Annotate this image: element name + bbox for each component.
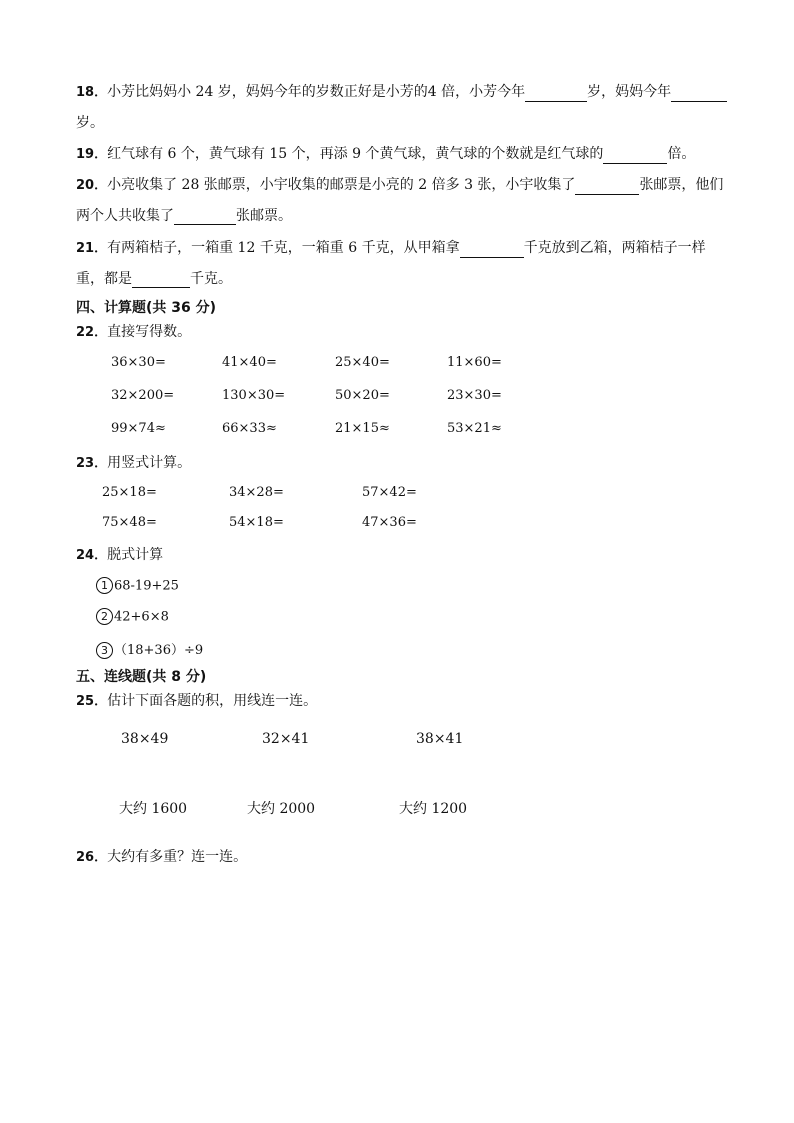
estimate-option[interactable]: 大约 1600	[119, 801, 188, 817]
calc-item: 34×28=	[229, 485, 284, 500]
question-text: 岁，妈妈今年	[587, 84, 672, 100]
section-heading-calculation: 四、计算题(共 36 分)	[76, 300, 217, 316]
question-text: 小亮收集了 28 张邮票，小宇收集的邮票是小亮的 2 倍多 3 张，小宇收集了	[107, 177, 576, 193]
answer-blank[interactable]	[132, 273, 190, 288]
question-number: 24．	[76, 548, 108, 563]
calc-item: 23×30=	[447, 388, 502, 403]
question-text: 千克。	[190, 271, 232, 287]
answer-blank[interactable]	[603, 149, 667, 164]
calc-item: 99×74≈	[111, 421, 166, 436]
question-21-line-1	[76, 239, 706, 258]
question-text: 张邮票，他们	[639, 177, 724, 193]
expression: （18+36）÷9	[114, 643, 204, 658]
calc-item: 32×200=	[111, 388, 175, 403]
circled-number-icon: 1	[96, 577, 113, 594]
question-number: 23．	[76, 456, 108, 471]
calc-item: 66×33≈	[222, 421, 277, 436]
answer-blank[interactable]	[174, 210, 236, 225]
question-text: 两个人共收集了	[76, 208, 174, 224]
question-number: 26．	[76, 850, 108, 865]
question-18-line-1	[76, 83, 727, 102]
product-expression[interactable]: 38×49	[121, 731, 169, 747]
question-number: 22．	[76, 325, 108, 340]
expression: 68-19+25	[114, 578, 179, 594]
calc-item: 53×21≈	[447, 421, 502, 436]
answer-blank[interactable]	[525, 87, 587, 102]
question-21-line-2	[76, 270, 232, 288]
question-22-title	[76, 323, 191, 342]
question-text: 倍。	[667, 146, 696, 162]
question-text: 脱式计算	[107, 547, 164, 563]
question-20-line-1	[76, 176, 723, 195]
question-text: 直接写得数。	[107, 324, 192, 340]
step-calc-item-1	[96, 577, 179, 594]
expression: 42+6×8	[114, 609, 169, 625]
question-number: 18．	[76, 85, 108, 100]
calc-item: 54×18=	[229, 515, 284, 530]
question-25-title	[76, 692, 317, 711]
answer-blank[interactable]	[671, 87, 727, 102]
calc-item: 75×48=	[102, 515, 157, 530]
question-18-line-2	[76, 114, 104, 132]
question-text: 重，都是	[76, 271, 132, 287]
section-heading-matching: 五、连线题(共 8 分)	[76, 669, 207, 685]
question-text: 估计下面各题的积，用线连一连。	[107, 693, 318, 709]
calc-item: 36×30=	[111, 355, 166, 370]
estimate-option[interactable]: 大约 2000	[247, 801, 316, 817]
question-number: 21．	[76, 241, 108, 256]
question-text: 张邮票。	[236, 208, 292, 224]
question-20-line-2	[76, 207, 292, 225]
product-expression[interactable]: 38×41	[416, 731, 464, 747]
question-24-title	[76, 546, 163, 565]
question-text: 岁。	[76, 115, 104, 131]
calc-item: 50×20=	[335, 388, 390, 403]
circled-number-icon: 3	[96, 642, 113, 659]
question-text: 有两箱桔子，一箱重 12 千克，一箱重 6 千克，从甲箱拿	[107, 240, 460, 256]
question-text: 用竖式计算。	[107, 455, 192, 471]
answer-blank[interactable]	[575, 180, 639, 195]
calc-item: 47×36=	[362, 515, 417, 530]
calc-item: 57×42=	[362, 485, 417, 500]
question-text: 红气球有 6 个，黄气球有 15 个，再添 9 个黄气球，黄气球的个数就是红气球的	[107, 146, 604, 162]
step-calc-item-3	[96, 639, 203, 659]
calc-item: 21×15≈	[335, 421, 390, 436]
estimate-option[interactable]: 大约 1200	[399, 801, 468, 817]
step-calc-item-2	[96, 608, 169, 625]
question-19	[76, 145, 695, 164]
question-number: 19．	[76, 147, 108, 162]
product-expression[interactable]: 32×41	[262, 731, 310, 747]
question-text: 小芳比妈妈小 24 岁，妈妈今年的岁数正好是小芳的4 倍，小芳今年	[107, 84, 526, 100]
question-26-title	[76, 848, 247, 867]
circled-number-icon: 2	[96, 608, 113, 625]
calc-item: 130×30=	[222, 388, 286, 403]
calc-item: 25×18=	[102, 485, 157, 500]
question-number: 20．	[76, 178, 108, 193]
question-number: 25．	[76, 694, 108, 709]
calc-item: 25×40=	[335, 355, 390, 370]
question-text: 千克放到乙箱，两箱桔子一样	[523, 240, 706, 256]
calc-item: 11×60=	[447, 355, 502, 370]
answer-blank[interactable]	[460, 243, 524, 258]
question-23-title	[76, 454, 191, 473]
calc-item: 41×40=	[222, 355, 277, 370]
question-text: 大约有多重？连一连。	[107, 849, 248, 865]
